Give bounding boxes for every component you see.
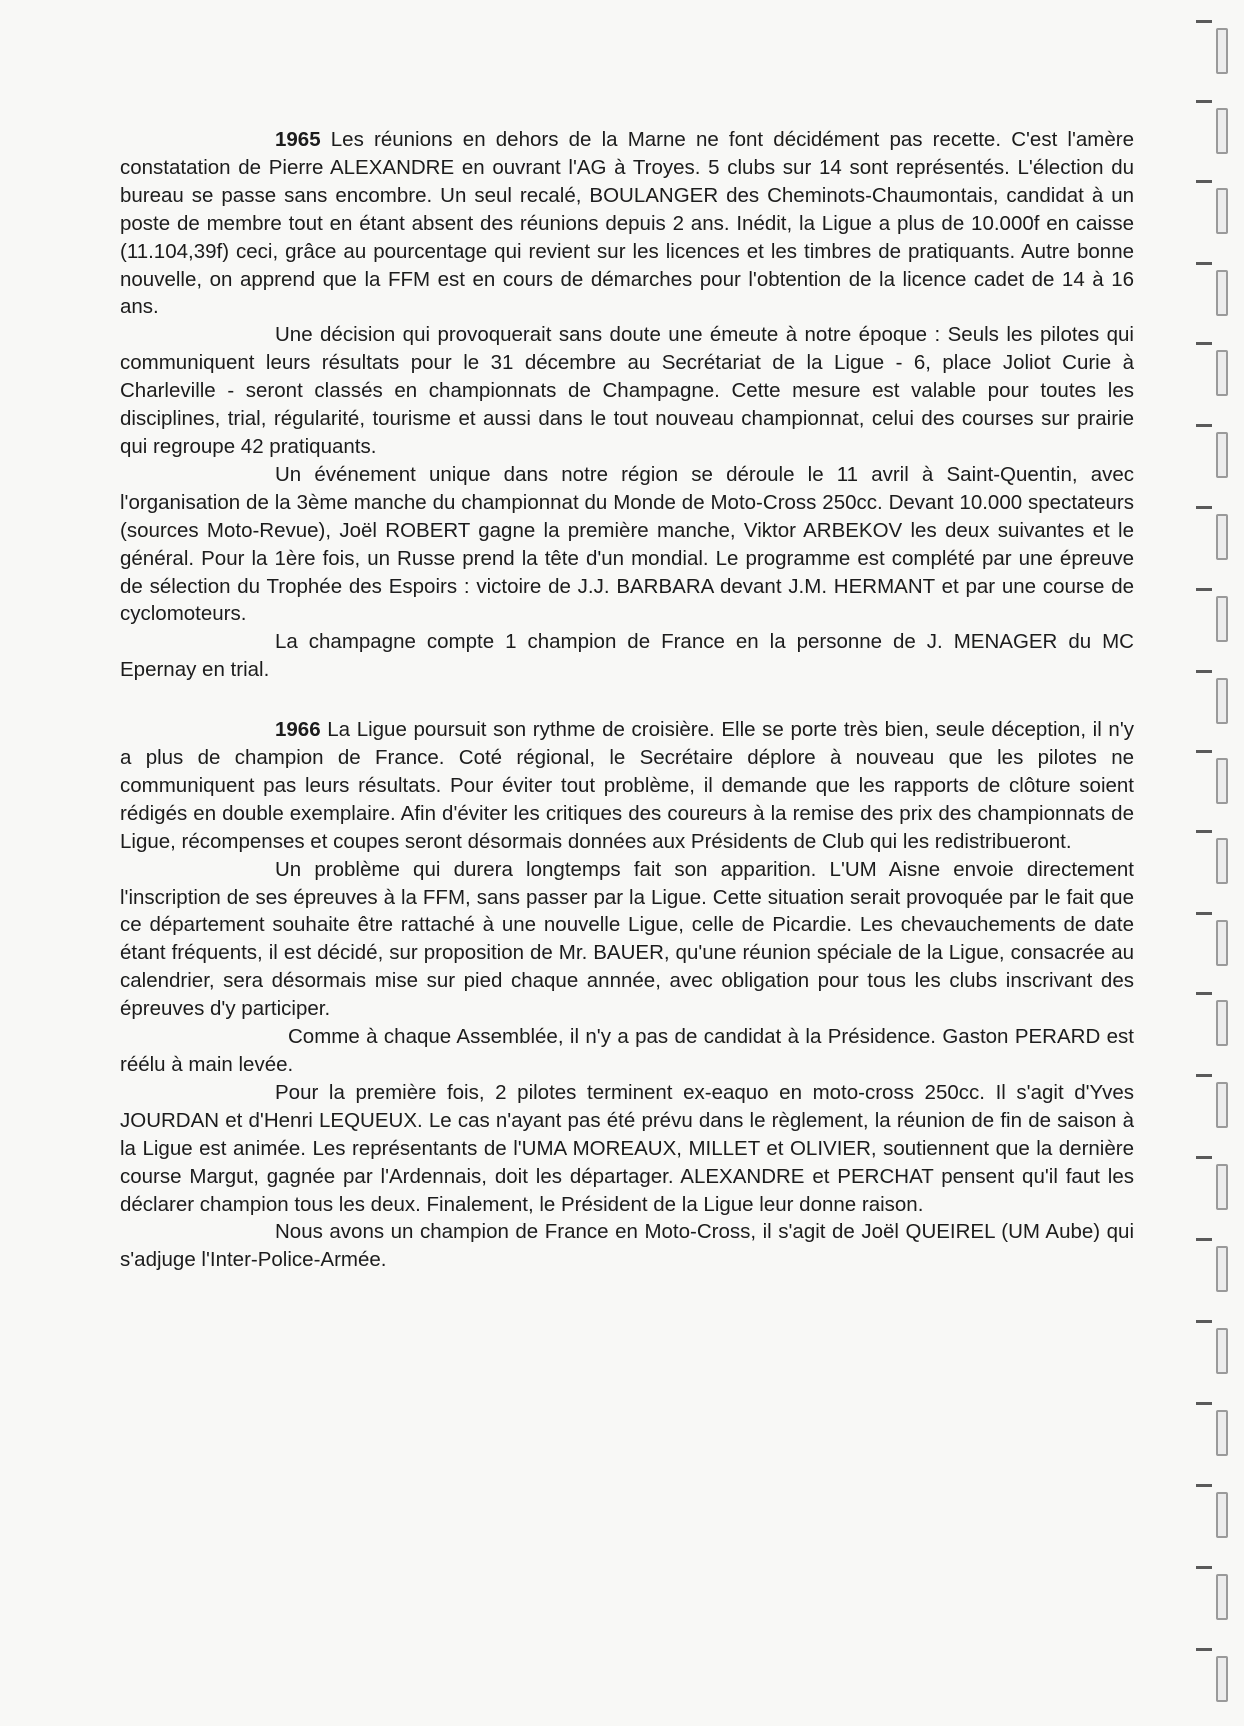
document-body	[120, 126, 1134, 1274]
binding-ring	[1216, 1656, 1228, 1702]
paragraph-text: La Ligue poursuit son rythme de croisière. Elle se porte très bien, seule déception, il n'y a plus de champion de France. Coté régional, le Secrétaire déplore à nouveau que les pilotes ne communiquent pas leurs résultats. Pour éviter tout problème, il demande que les rapports de clôture soient rédigés en double exemplaire. Afin d'éviter les critiques des coureurs à la remise des prix des championnats de Ligue, récompenses et coupes seront désormais données aux Présidents de Club qui les redistribueront.	[120, 718, 1134, 853]
binding-ring	[1216, 1164, 1228, 1210]
paragraph-text: Les réunions en dehors de la Marne ne font décidément pas recette. C'est l'amère constatation de Pierre ALEXANDRE en ouvrant l'AG à Troyes. 5 clubs sur 14 sont représentés. L'élection du bureau se passe sans encombre. Un seul recalé, BOULANGER des Cheminots-Chaumontais, candidat à un poste de membre tout en étant absent des réunions depuis 2 ans. Inédit, la Ligue a plus de 10.000f en caisse (11.104,39f) ceci, grâce au pourcentage qui revient sur les licences et les timbres de pratiquants. Autre bonne nouvelle, on apprend que la FFM est en cours de démarches pour l'obtention de la licence cadet de 14 à 16 ans.	[120, 128, 1134, 319]
paragraph-1965-4: La champagne compte 1 champion de France en la personne de J. MENAGER du MC Epernay en trial.	[120, 630, 1134, 682]
binding-ring	[1216, 838, 1228, 884]
binding-ring	[1216, 1574, 1228, 1620]
paragraph-1965-3: Un événement unique dans notre région se déroule le 11 avril à Saint-Quentin, avec l'organisation de la 3ème manche du championnat du Monde de Moto-Cross 250cc. Devant 10.000 spectateurs (sources Moto-Revue), Joël ROBERT gagne la première manche, Viktor ARBEKOV les deux suivantes et le général. Pour la 1ère fois, un Russe prend la tête d'un mondial. Le programme est complété par une épreuve de sélection du Trophée des Espoirs : victoire de J.J. BARBARA devant J.M. HERMANT et par une course de cyclomoteurs.	[120, 462, 1134, 626]
spiral-binding	[1184, 0, 1244, 1726]
paragraph-1966-2: Un problème qui durera longtemps fait son apparition. L'UM Aisne envoie directement l'inscription de ses épreuves à la FFM, sans passer par la Ligue. Cette situation serait provoquée par le fait que ce département souhaite être rattaché à une nouvelle Ligue, celle de Picardie. Les chevauchements de date étant fréquents, il est décidé, sur proposition de Mr. BAUER, qu'une réunion spéciale de la Ligue, consacrée au calendrier, sera désormais mise sur pied chaque annnée, avec obligation pour tous les clubs inscrivant des épreuves d'y participer.	[120, 857, 1134, 1021]
paragraph-1965-2: Une décision qui provoquerait sans doute une émeute à notre époque : Seuls les pilotes qui communiquent leurs résultats pour le 31 décembre au Secrétariat de la Ligue - 6, place Joliot Curie à Charleville - seront classés en championnats de Champagne. Cette mesure est valable pour toutes les disciplines, trial, régularité, tourisme et aussi dans le tout nouveau championnat, celui des courses sur prairie qui regroupe 42 pratiquants.	[120, 323, 1134, 458]
binding-ring	[1216, 920, 1228, 966]
binding-ring	[1216, 678, 1228, 724]
binding-ring	[1216, 188, 1228, 234]
binding-ring	[1216, 28, 1228, 74]
paragraph-1965-1	[120, 126, 1134, 321]
paragraph-1966-1	[120, 716, 1134, 856]
paragraph-1966-4: Pour la première fois, 2 pilotes terminent ex-eaquo en moto-cross 250cc. Il s'agit d'Yves JOURDAN et d'Henri LEQUEUX. Le cas n'ayant pas été prévu dans le règlement, la réunion de fin de saison à la Ligue est animée. Les représentants de l'UMA MOREAUX, MILLET et OLIVIER, soutiennent que la dernière course Margut, gagnée par l'Ardennais, doit les départager. ALEXANDRE et PERCHAT pensent qu'il faut les déclarer champion tous les deux. Finalement, le Président de la Ligue leur donne raison.	[120, 1080, 1134, 1216]
binding-ring	[1216, 758, 1228, 804]
section-gap	[120, 684, 1134, 716]
binding-ring	[1216, 1410, 1228, 1456]
binding-ring	[1216, 1082, 1228, 1128]
year-heading-1965: 1965	[275, 128, 321, 151]
binding-ring	[1216, 108, 1228, 154]
year-heading-1966: 1966	[275, 718, 321, 742]
binding-ring	[1216, 350, 1228, 396]
binding-ring	[1216, 432, 1228, 478]
paragraph-1966-3: Comme à chaque Assemblée, il n'y a pas de candidat à la Présidence. Gaston PERARD est réélu à main levée.	[120, 1025, 1134, 1076]
binding-ring	[1216, 270, 1228, 316]
binding-ring	[1216, 514, 1228, 560]
binding-ring	[1216, 1492, 1228, 1538]
binding-ring	[1216, 1000, 1228, 1046]
binding-ring	[1216, 596, 1228, 642]
binding-ring	[1216, 1246, 1228, 1292]
binding-ring	[1216, 1328, 1228, 1374]
paragraph-1966-5: Nous avons un champion de France en Moto-Cross, il s'agit de Joël QUEIREL (UM Aube) qui s'adjuge l'Inter-Police-Armée.	[120, 1220, 1134, 1272]
